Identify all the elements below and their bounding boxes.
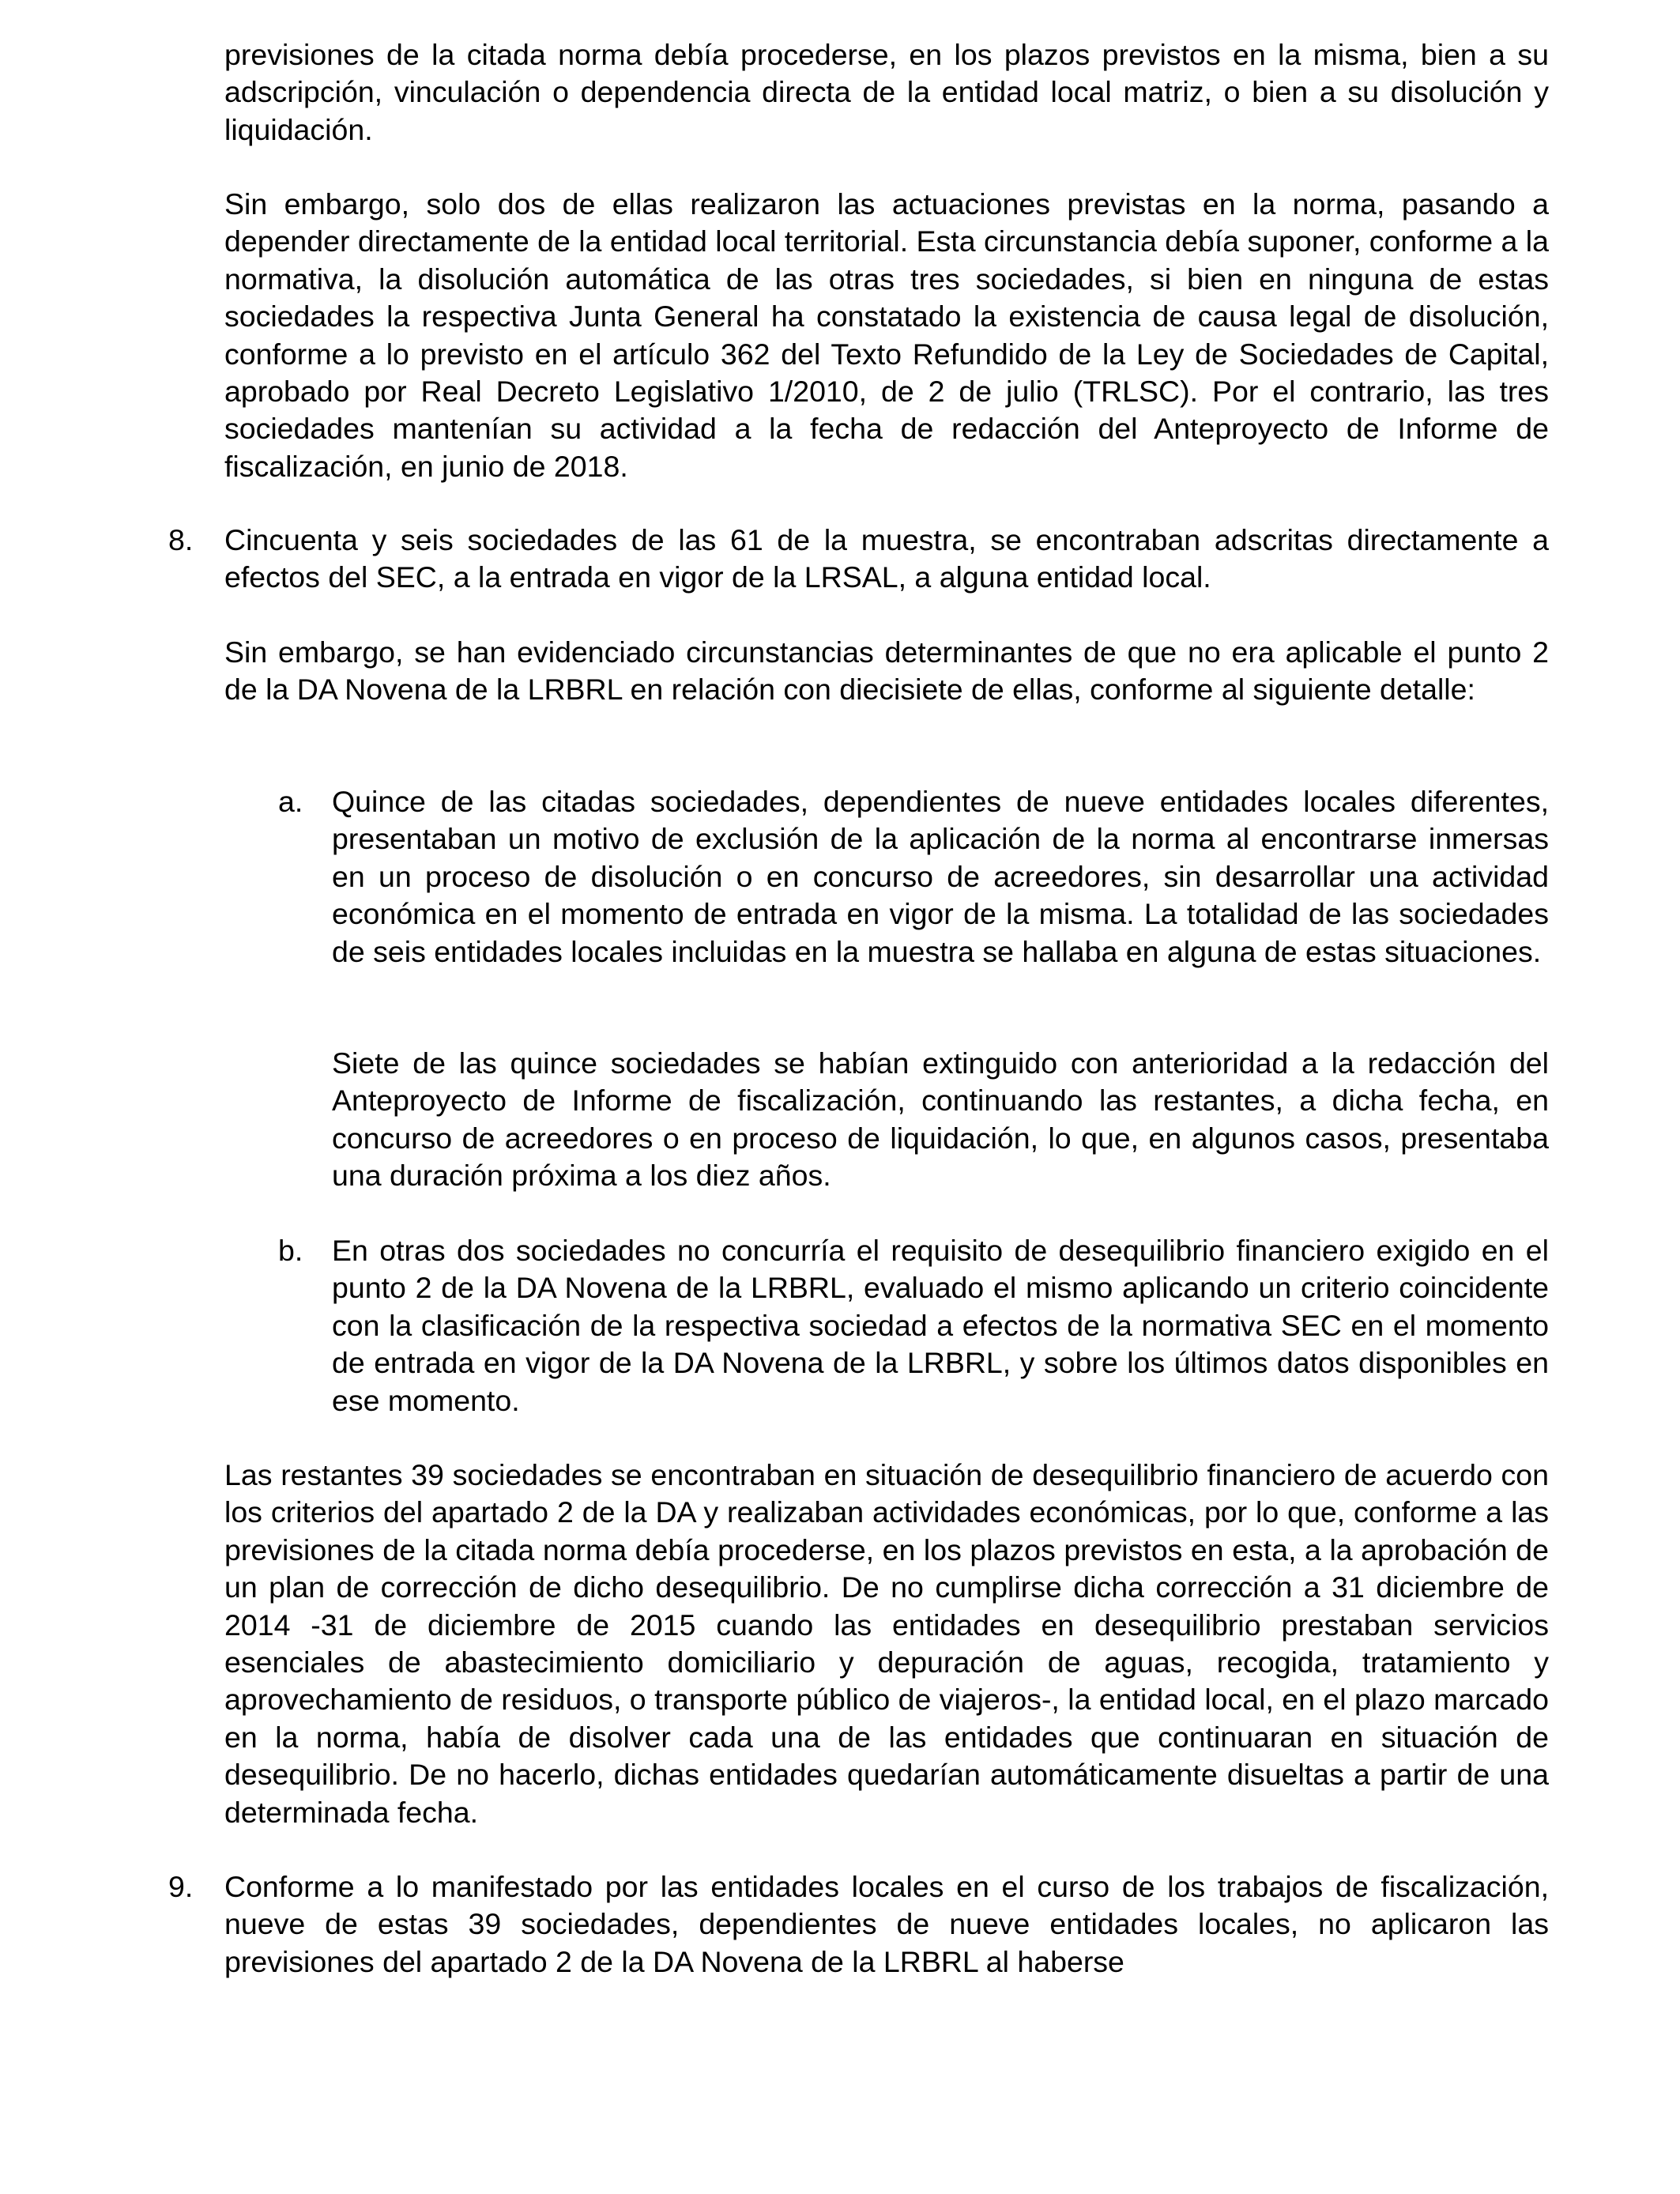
paragraph-item-8: Cincuenta y seis sociedades de las 61 de la muestra, se encontraban adscritas directamente a efectos del SEC, a la entrada en vigor de la LRSAL, a alguna entidad local. <box>224 523 1549 594</box>
item-number-9: 9. <box>168 1870 194 1903</box>
paragraph-item-a-continued: Siete de las quince sociedades se habían extinguido con anterioridad a la redacción del Anteproyecto de Informe de fiscalización, continuando las restantes, a dicha fecha, en concurso de acreedores o en proceso de liquidación, lo que, en algunos casos, presentaba una duración próxima a los diez años. <box>332 1046 1549 1193</box>
paragraph-sin-embargo-2: Sin embargo, se han evidenciado circunstancias determinantes de que no era aplicable el punto 2 de la DA Novena de la LRBRL en relación con diecisiete de ellas, conforme al siguiente detalle: <box>224 635 1549 707</box>
item-letter-a: a. <box>278 785 303 818</box>
paragraph-sin-embargo-1: Sin embargo, solo dos de ellas realizaron las actuaciones previstas en la norma, pasando a depender directamente de la entidad local territorial. Esta circunstancia debía suponer, conforme a la normativa, la disolución automática de las otras tres sociedades, si bien en ninguna de estas sociedades la respectiva Junta General ha constatado la existencia de causa legal de disolución, conforme a lo previsto en el artículo 362 del Texto Refundido de la Ley de Sociedades de Capital, aprobado por Real Decreto Legislativo 1/2010, de 2 de julio (TRLSC). Por el contrario, las tres sociedades mantenían su actividad a la fecha de redacción del Anteproyecto de Informe de fiscalización, en junio de 2018. <box>224 187 1549 483</box>
paragraph-item-b: En otras dos sociedades no concurría el requisito de desequilibrio financiero exigido en el punto 2 de la DA Novena de la LRBRL, evaluado el mismo aplicando un criterio coincidente con la clasificación de la respectiva sociedad a efectos de la normativa SEC en el momento de entrada en vigor de la DA Novena de la LRBRL, y sobre los últimos datos disponibles en ese momento. <box>332 1234 1549 1417</box>
paragraph-restantes-39: Las restantes 39 sociedades se encontraban en situación de desequilibrio financiero de acuerdo con los criterios del apartado 2 de la DA y realizaban actividades económicas, por lo que, conforme a las previsiones de la citada norma debía procederse, en los plazos previstos en esta, a la aprobación de un plan de corrección de dicho desequilibrio. De no cumplirse dicha corrección a 31 diciembre de 2014 -31 de diciembre de 2015 cuando las entidades en desequilibrio prestaban servicios esenciales de abastecimiento domiciliario y depuración de aguas, recogida, tratamiento y aprovechamiento de residuos, o transporte público de viajeros-, la entidad local, en el plazo marcado en la norma, había de disolver cada una de las entidades que continuaran en situación de desequilibrio. De no hacerlo, dichas entidades quedarían automáticamente disueltas a partir de una determinada fecha. <box>224 1458 1549 1829</box>
item-number-8: 8. <box>168 523 194 556</box>
paragraph-continuation: previsiones de la citada norma debía procederse, en los plazos previstos en la misma, bien a su adscripción, vinculación o dependencia directa de la entidad local matriz, o bien a su disolución y liquidación. <box>224 38 1549 146</box>
paragraph-item-a: Quince de las citadas sociedades, dependientes de nueve entidades locales diferentes, presentaban un motivo de exclusión de la aplicación de la norma al encontrarse inmersas en un proceso de disolución o en concurso de acreedores, sin desarrollar una actividad económica en el momento de entrada en vigor de la misma. La totalidad de las sociedades de seis entidades locales incluidas en la muestra se hallaba en alguna de estas situaciones. <box>332 785 1549 968</box>
item-letter-b: b. <box>278 1234 303 1267</box>
paragraph-item-9: Conforme a lo manifestado por las entidades locales en el curso de los trabajos de fiscalización, nueve de estas 39 sociedades, dependientes de nueve entidades locales, no aplicaron las previsiones del apartado 2 de la DA Novena de la LRBRL al haberse <box>224 1870 1549 1978</box>
